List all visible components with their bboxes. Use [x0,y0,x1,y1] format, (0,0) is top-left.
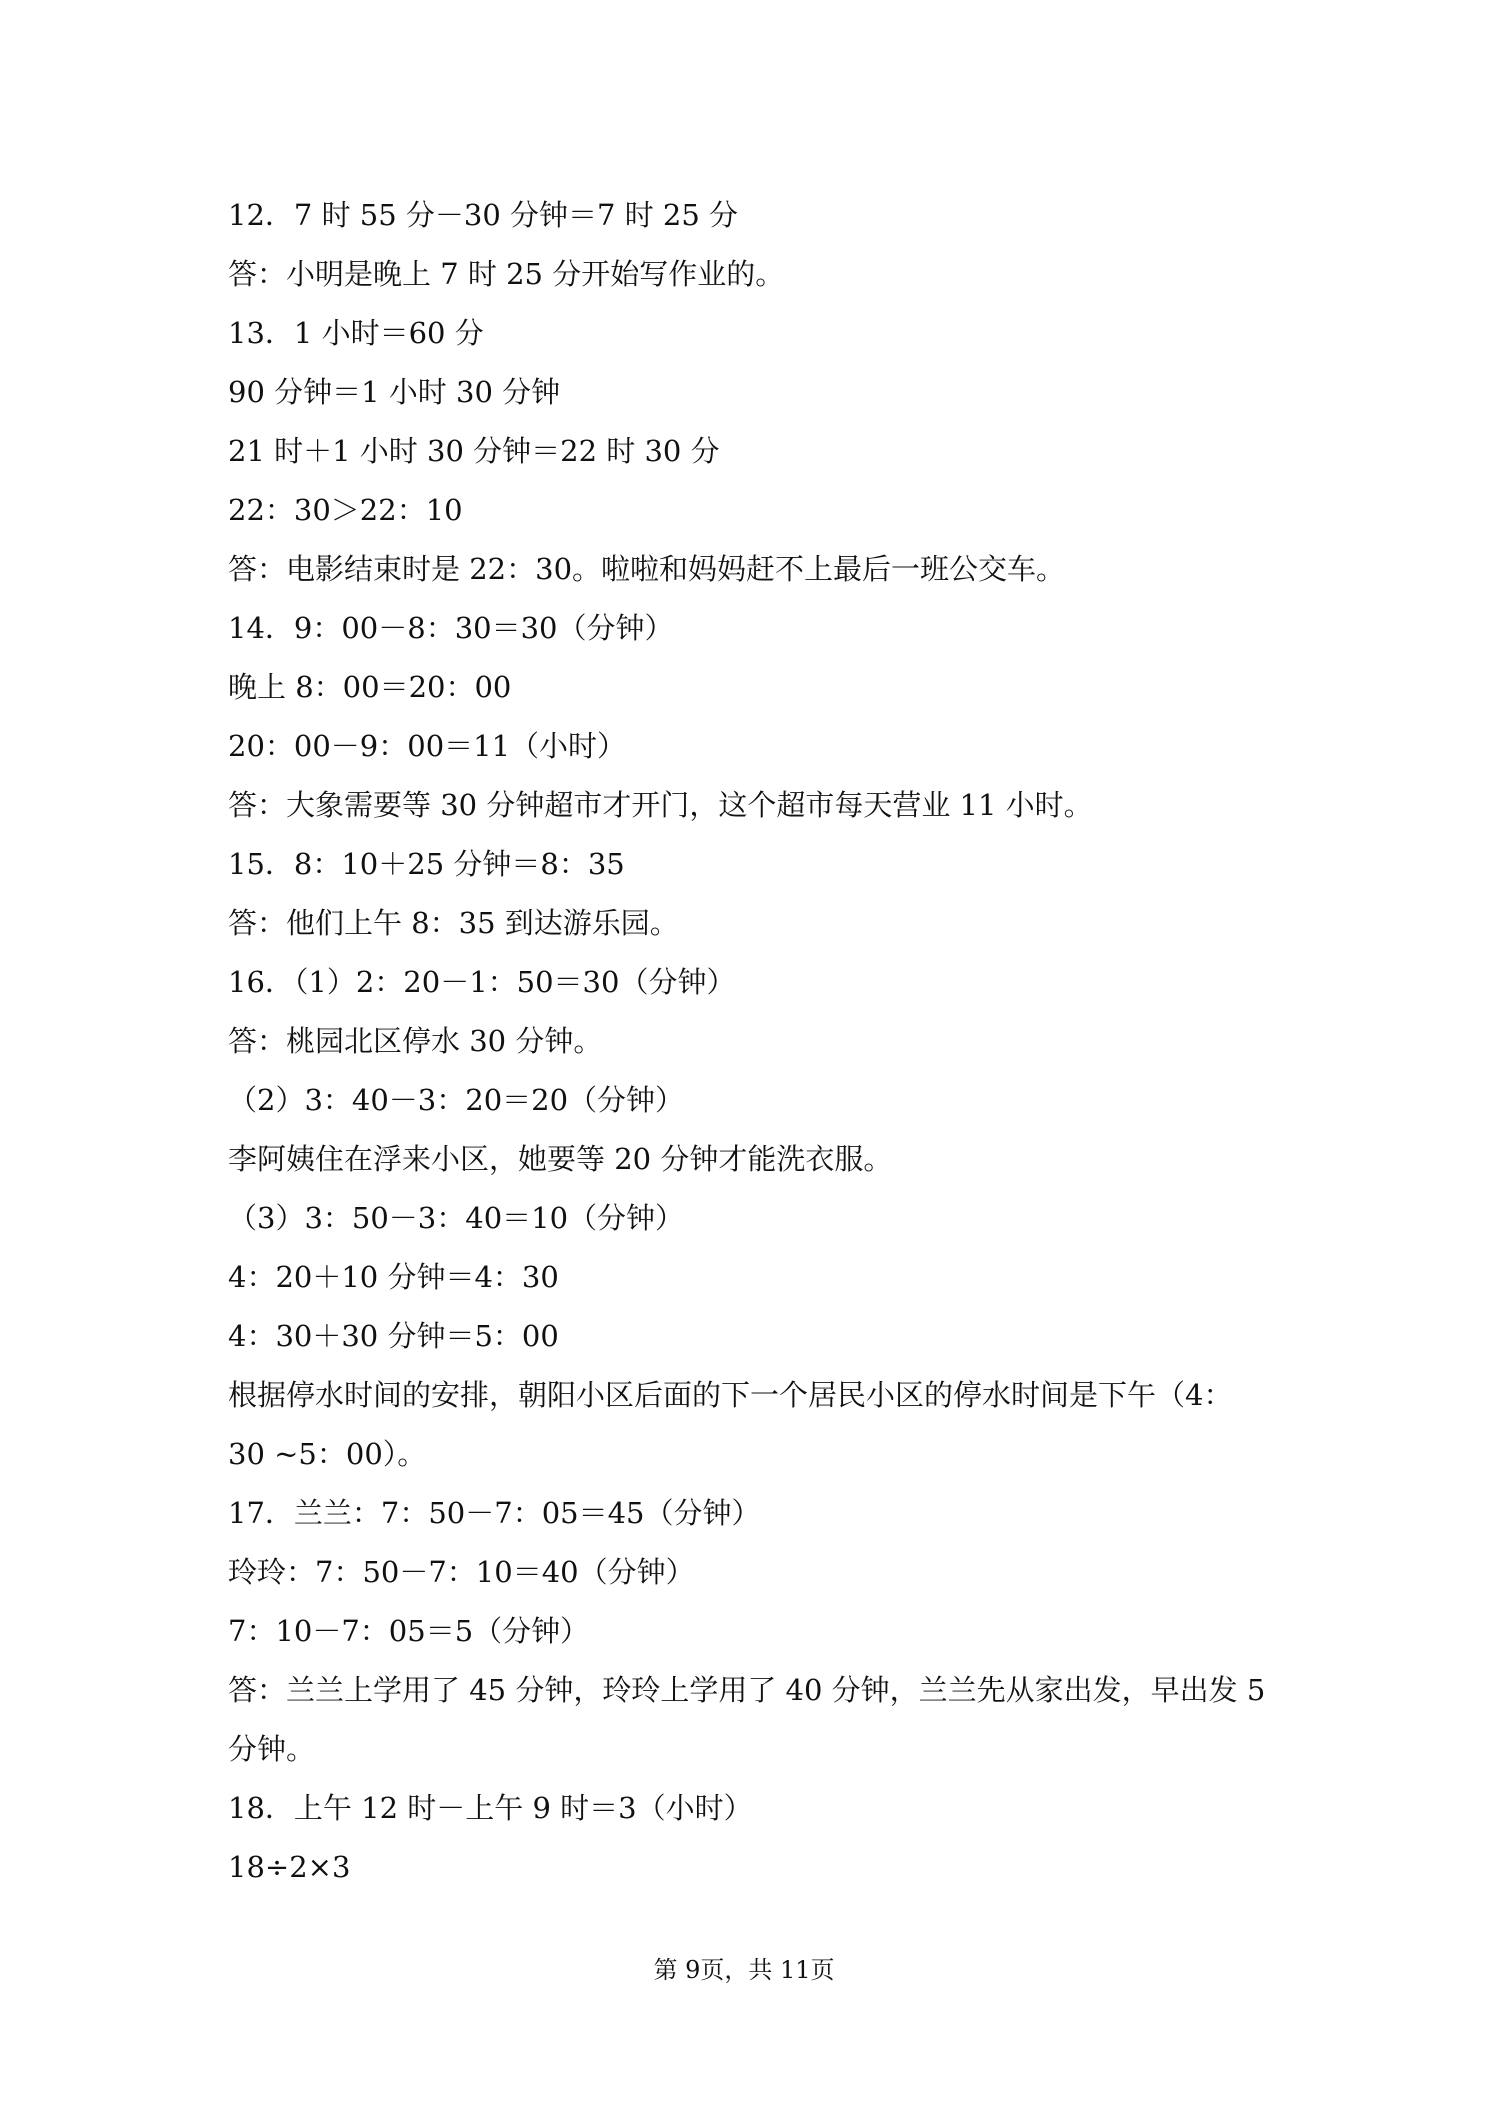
text-line: 21 时＋1 小时 30 分钟＝22 时 30 分 [228,434,720,468]
text-line: 13．1 小时＝60 分 [228,316,484,350]
page-number-footer: 第 9页，共 11页 [653,1956,835,1984]
text-line: 答：大象需要等 30 分钟超市才开门，这个超市每天营业 11 小时。 [228,788,1093,822]
text-line: 李阿姨住在浮来小区，她要等 20 分钟才能洗衣服。 [228,1142,893,1176]
text-line: 90 分钟＝1 小时 30 分钟 [228,375,561,409]
text-line: 7：10－7：05＝5（分钟） [228,1614,590,1648]
text-line: （2）3：40－3：20＝20（分钟） [228,1083,685,1117]
text-line: 根据停水时间的安排，朝阳小区后面的下一个居民小区的停水时间是下午（4： [228,1378,1233,1412]
text-line: 答：兰兰上学用了 45 分钟，玲玲上学用了 40 分钟，兰兰先从家出发，早出发 5 [228,1673,1266,1707]
text-line: 4：20＋10 分钟＝4：30 [228,1260,559,1294]
text-line: 4：30＋30 分钟＝5：00 [228,1319,559,1353]
text-line: 18÷2×3 [228,1850,351,1884]
text-line: 15．8：10＋25 分钟＝8：35 [228,847,625,881]
text-line: 30 ~5：00）。 [228,1437,427,1471]
text-line: 答：桃园北区停水 30 分钟。 [228,1024,603,1058]
text-line: 14．9：00－8：30＝30（分钟） [228,611,674,645]
text-line: 答：小明是晚上 7 时 25 分开始写作业的。 [228,257,785,291]
text-line: 12．7 时 55 分－30 分钟＝7 时 25 分 [228,198,739,232]
text-line: 分钟。 [228,1732,316,1766]
text-line: 答：电影结束时是 22：30。啦啦和妈妈赶不上最后一班公交车。 [228,552,1066,586]
text-line: （3）3：50－3：40＝10（分钟） [228,1201,685,1235]
text-line: 16．（1）2：20－1：50＝30（分钟） [228,965,736,999]
text-line: 22：30＞22：10 [228,493,463,527]
text-line: 晚上 8：00＝20：00 [228,670,512,704]
text-line: 18．上午 12 时－上午 9 时＝3（小时） [228,1791,753,1825]
text-line: 20：00－9：00＝11（小时） [228,729,627,763]
text-line: 答：他们上午 8：35 到达游乐园。 [228,906,679,940]
text-line: 17．兰兰：7：50－7：05＝45（分钟） [228,1496,761,1530]
answer-body [228,186,1288,1897]
text-line: 玲玲：7：50－7：10＝40（分钟） [228,1555,695,1589]
